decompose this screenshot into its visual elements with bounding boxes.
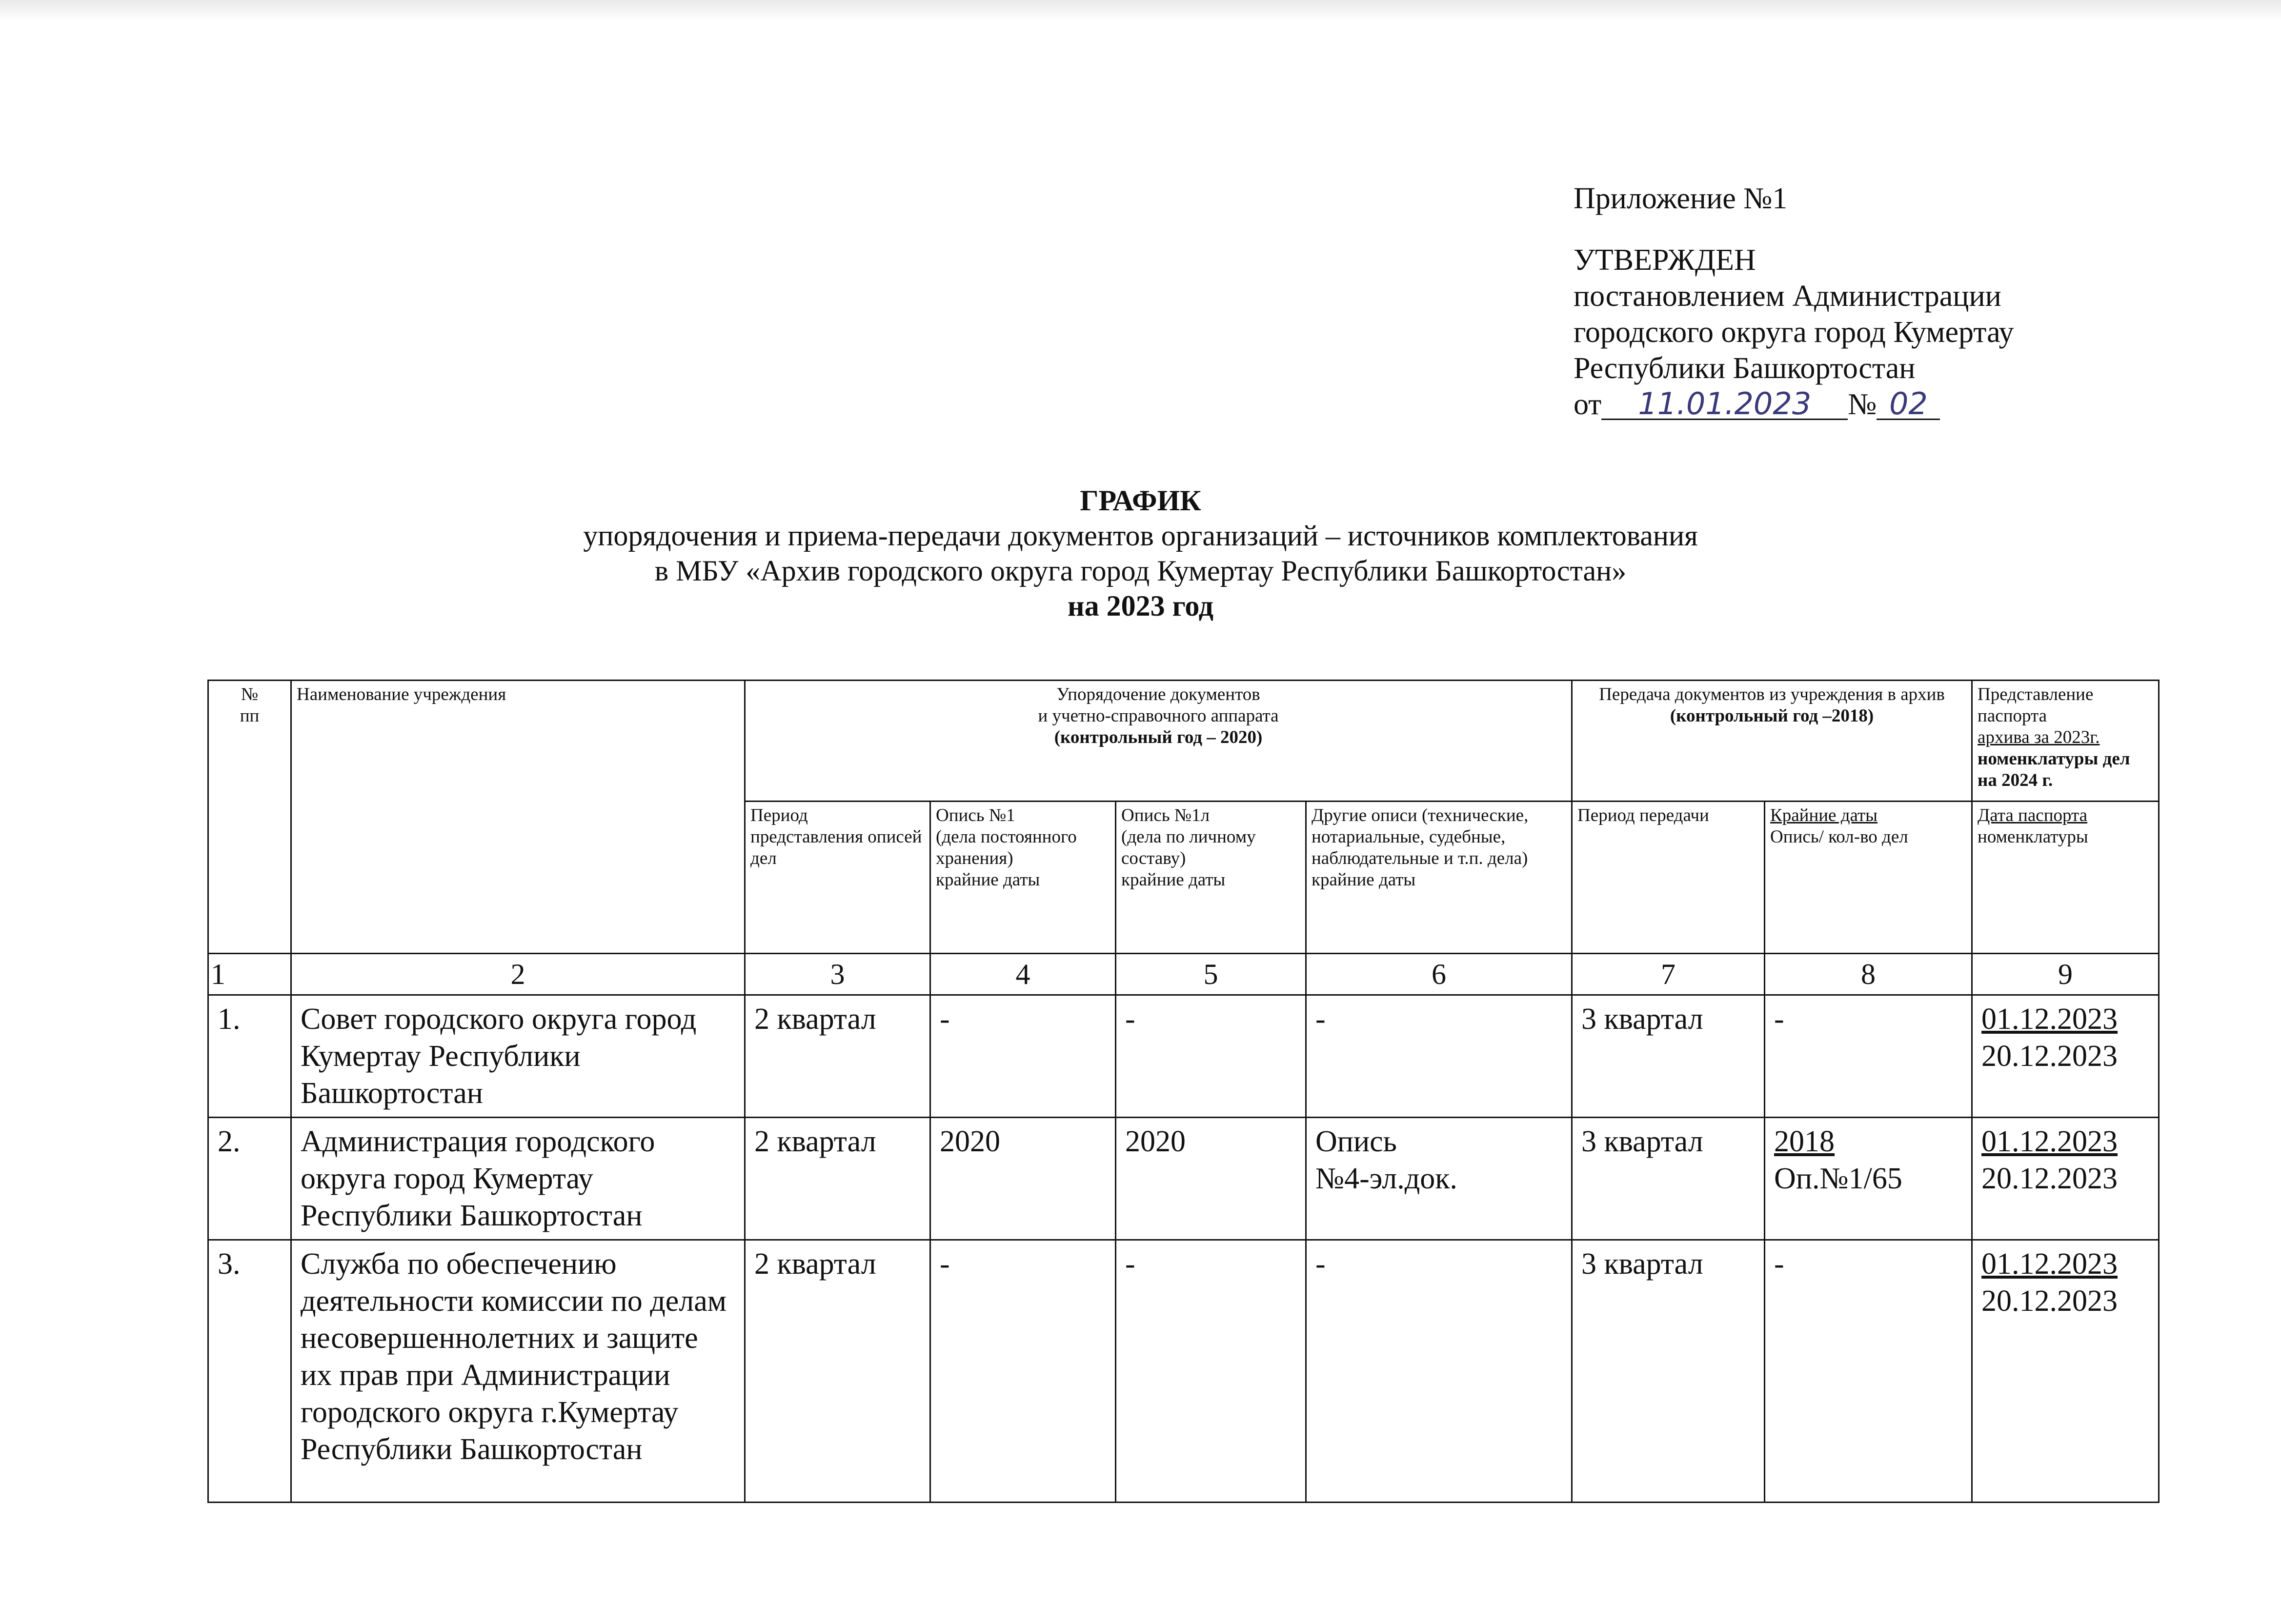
column-number: 3 [745, 954, 930, 995]
column-number: 7 [1572, 954, 1765, 995]
header-passport-line-3: номенклатуры дел на 2024 г. [1978, 749, 2130, 790]
header-transfer [1572, 681, 1972, 802]
subheader-other-inventories: Другие описи (технические, нотариальные, судебные, наблюдательные и т.п. дела) крайние даты [1306, 802, 1572, 954]
column-number: 9 [1972, 954, 2159, 995]
inventory-1-dates: - [930, 995, 1116, 1118]
institution-name: Совет городского округа город Кумертау Республики Башкортостан [291, 995, 745, 1118]
header-num-abbr: пп [240, 706, 260, 726]
transfer-period: 3 квартал [1572, 1240, 1765, 1503]
subheader-inventory-1-title: Опись №1 [936, 805, 1015, 825]
header-num-symbol: № [241, 684, 259, 704]
header-name: Наименование учреждения [291, 681, 745, 954]
row-number: 3. [208, 1240, 291, 1503]
column-number: 6 [1306, 954, 1572, 995]
subheader-inventory-1 [930, 802, 1116, 954]
other-inventories-line-1: Опись [1315, 1125, 1397, 1158]
row-number: 1. [208, 995, 291, 1118]
header-ordering-line-2: и учетно-справочного аппарата [1038, 706, 1279, 726]
passport-dates [1972, 1118, 2159, 1240]
approval-block [1574, 180, 2232, 422]
header-ordering-line-1: Упорядочение документов [1056, 684, 1260, 704]
row-number: 2. [208, 1118, 291, 1240]
extreme-dates-year: 2018 [1774, 1125, 1835, 1158]
handwritten-date: 11.01.2023 [1601, 389, 1848, 420]
header-num [208, 681, 291, 954]
transfer-period: 3 квартал [1572, 1118, 1765, 1240]
inventory-1l-dates: - [1116, 995, 1306, 1118]
subheader-inventory-1l-title: Опись №1л [1121, 805, 1210, 825]
schedule-table [207, 680, 2160, 1503]
subheader-passport-date [1972, 802, 2159, 954]
handwritten-number: 02 [1877, 389, 1940, 420]
submission-period: 2 квартал [745, 1118, 930, 1240]
other-inventories-line-2: №4-эл.док. [1315, 1162, 1457, 1195]
other-inventories [1306, 1118, 1572, 1240]
nomenclature-date: 20.12.2023 [1981, 1040, 2118, 1073]
passport-date: 01.12.2023 [1981, 1247, 2118, 1281]
subheader-extreme-dates [1765, 802, 1972, 954]
title-line-3: на 2023 год [1068, 590, 1213, 622]
extreme-dates [1765, 1118, 1972, 1240]
extreme-dates-inventory: Оп.№1/65 [1774, 1162, 1902, 1195]
column-number-row [208, 954, 2159, 995]
other-inventories [1306, 995, 1572, 1118]
column-number: 2 [291, 954, 745, 995]
subheader-inventory-1l-dates: крайние даты [1121, 870, 1226, 890]
column-number: 4 [930, 954, 1116, 995]
header-ordering-line-3: (контрольный год – 2020) [1054, 727, 1263, 747]
approval-line-1: постановлением Администрации [1574, 280, 2001, 313]
inventory-1l-dates: 2020 [1116, 1118, 1306, 1240]
extreme-dates [1765, 1240, 1972, 1503]
inventory-1-dates: 2020 [930, 1118, 1116, 1240]
header-passport [1972, 681, 2159, 802]
approval-line-3: Республики Башкортостан [1574, 352, 1916, 385]
subheader-inventory-1-dates: крайние даты [936, 870, 1040, 890]
title-line-2: в МБУ «Архив городского округа город Кумертау Республики Башкортостан» [654, 555, 1627, 587]
institution-name: Служба по обеспечению деятельности комиссии по делам несовершеннолетних и защите их прав при Администрации городского округа г.Кумертау Республики Башкортостан [291, 1240, 745, 1503]
from-label: от [1574, 388, 1602, 421]
nomenclature-date: 20.12.2023 [1981, 1284, 2118, 1318]
passport-dates [1972, 1240, 2159, 1503]
institution-name: Администрация городского округа город Кумертау Республики Башкортостан [291, 1118, 745, 1240]
header-ordering [745, 681, 1572, 802]
submission-period: 2 квартал [745, 1240, 930, 1503]
header-passport-line-1: Представление паспорта [1978, 684, 2094, 726]
other-inventories [1306, 1240, 1572, 1503]
nomenclature-date: 20.12.2023 [1981, 1162, 2118, 1195]
passport-date: 01.12.2023 [1981, 1002, 2118, 1036]
submission-period: 2 квартал [745, 995, 930, 1118]
subheader-period: Период представления описей дел [745, 802, 930, 954]
subheader-inventory-1l-desc: (дела по личному составу) [1121, 827, 1256, 868]
title-main: ГРАФИК [1080, 484, 1201, 517]
extreme-dates [1765, 995, 1972, 1118]
extreme-dates-year: - [1774, 1247, 1784, 1281]
passport-date: 01.12.2023 [1981, 1125, 2118, 1158]
other-inventories-line-1: - [1315, 1002, 1326, 1036]
transfer-period: 3 квартал [1572, 995, 1765, 1118]
subheader-passport-date-title: Дата паспорта [1978, 805, 2088, 825]
number-label: № [1848, 388, 1877, 421]
title-line-1: упорядочения и приема-передачи документов организаций – источников комплектования [583, 520, 1698, 552]
extreme-dates-year: - [1774, 1002, 1784, 1036]
header-row [208, 681, 2159, 802]
approval-date-line [1574, 386, 2232, 422]
inventory-1l-dates: - [1116, 1240, 1306, 1503]
subheader-nomenclature: номенклатуры [1978, 827, 2088, 847]
other-inventories-line-1: - [1315, 1247, 1326, 1281]
subheader-extreme-dates-title: Крайние даты [1770, 805, 1878, 825]
passport-dates [1972, 995, 2159, 1118]
table-row [208, 995, 2159, 1118]
column-number: 1 [208, 954, 291, 995]
subheader-inventory-1-desc: (дела постоянного хранения) [936, 827, 1077, 868]
header-transfer-line-2: (контрольный год –2018) [1670, 706, 1874, 726]
document-title [0, 483, 2281, 623]
appendix-label: Приложение №1 [1574, 182, 1788, 215]
table-row [208, 1240, 2159, 1503]
subheader-inventory-1l [1116, 802, 1306, 954]
header-passport-line-2: архива за 2023г. [1978, 727, 2100, 747]
header-transfer-line-1: Передача документов из учреждения в архив [1599, 684, 1945, 704]
column-number: 5 [1116, 954, 1306, 995]
approval-line-2: городского округа город Кумертау [1574, 316, 2014, 349]
scan-edge-shadow [0, 0, 2281, 20]
approved-label: УТВЕРЖДЕН [1574, 243, 1756, 277]
table-row [208, 1118, 2159, 1240]
column-number: 8 [1765, 954, 1972, 995]
subheader-transfer-period: Период передачи [1572, 802, 1765, 954]
subheader-inventory-count: Опись/ кол-во дел [1770, 827, 1908, 847]
inventory-1-dates: - [930, 1240, 1116, 1503]
